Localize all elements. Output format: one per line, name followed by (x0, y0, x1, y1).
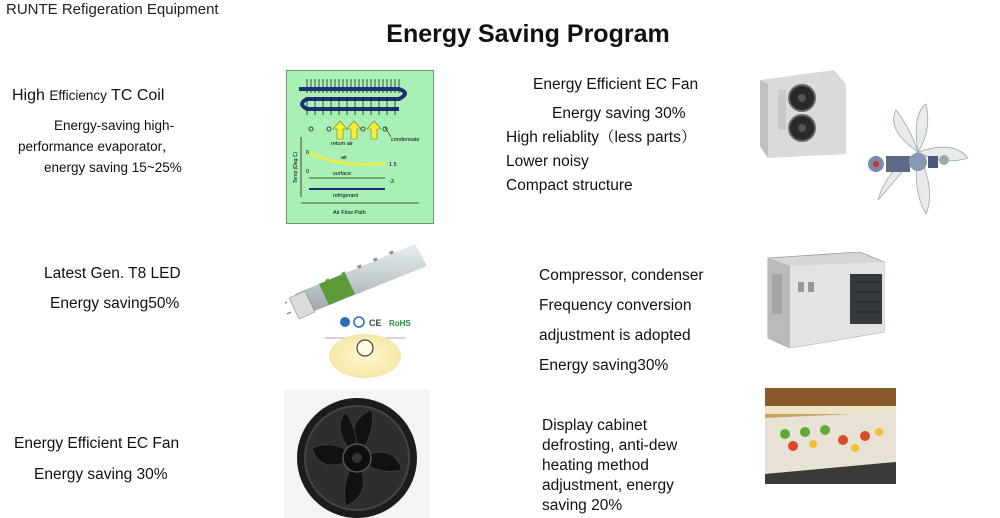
label-air: air (341, 155, 348, 161)
cabinet-line-1: Display cabinet (542, 417, 648, 434)
rohs-mark: RoHS (389, 319, 411, 328)
axial-fan-image (284, 390, 430, 518)
cabinet-line-3: heating method (542, 457, 649, 474)
label-condensate: condensate (391, 137, 420, 143)
cabinet-line-2: defrosting, anti-dew (542, 437, 678, 454)
led-line-2: Energy saving50% (50, 295, 180, 312)
ecfan-line-4: Lower noisy (506, 153, 589, 170)
led-tube-image (285, 242, 427, 382)
compressor-line-4: Energy saving30% (539, 357, 669, 374)
fan-line-1: Energy Efficient EC Fan (14, 435, 180, 452)
ecfan-line-5: Compact structure (506, 177, 633, 194)
fan-line-2: Energy saving 30% (34, 466, 168, 483)
label-refrigerant: refrigerant (333, 193, 359, 199)
ce-mark: CE (369, 318, 382, 328)
company-name: RUNTE Refigeration Equipment (6, 1, 219, 18)
coil-line-3: energy saving 15~25% (44, 160, 182, 175)
coil-diagram-svg (287, 71, 433, 223)
cabinet-line-4: adjustment, energy (542, 477, 674, 494)
ecfan-line-1: Energy Efficient EC Fan (533, 76, 699, 93)
coil-line-1: Energy-saving high- (54, 118, 175, 133)
coil-title-small: Efficiency (49, 88, 107, 103)
compressor-line-3: adjustment is adopted (539, 327, 691, 344)
display-cabinet-image (765, 388, 896, 484)
coil-title-prefix: High (12, 87, 50, 104)
compressor-unit-image (764, 252, 888, 348)
axis-x-label: Air Flow Path (333, 210, 366, 216)
page-title: Energy Saving Program (386, 20, 670, 48)
coil-title-suffix: TC Coil (106, 87, 165, 104)
axis-y-label: Temp (Deg C) (293, 151, 299, 183)
ec-fan-exploded-image (856, 100, 978, 218)
led-line-1: Latest Gen. T8 LED (44, 265, 181, 282)
coil-diagram (286, 70, 434, 224)
label-surface: surface (333, 171, 352, 177)
compressor-line-1: Compressor, condenser (539, 267, 704, 284)
coil-line-2: performance evaporator， (18, 139, 176, 154)
compressor-line-2: Frequency conversion (539, 297, 692, 314)
cabinet-line-5: saving 20% (542, 497, 623, 514)
axis-val-1-5: 1.5 (389, 162, 397, 168)
axis-val-minus-3: -3 (389, 179, 394, 185)
ecfan-line-2: Energy saving 30% (552, 105, 686, 122)
coil-title (12, 84, 164, 108)
ecfan-line-3: High reliablity（less parts） (506, 129, 697, 146)
axis-val-0: 0 (306, 169, 310, 175)
axis-val-6: 6 (306, 150, 310, 156)
label-return-air: return air (331, 141, 354, 147)
ec-fan-unit-image (756, 70, 846, 158)
